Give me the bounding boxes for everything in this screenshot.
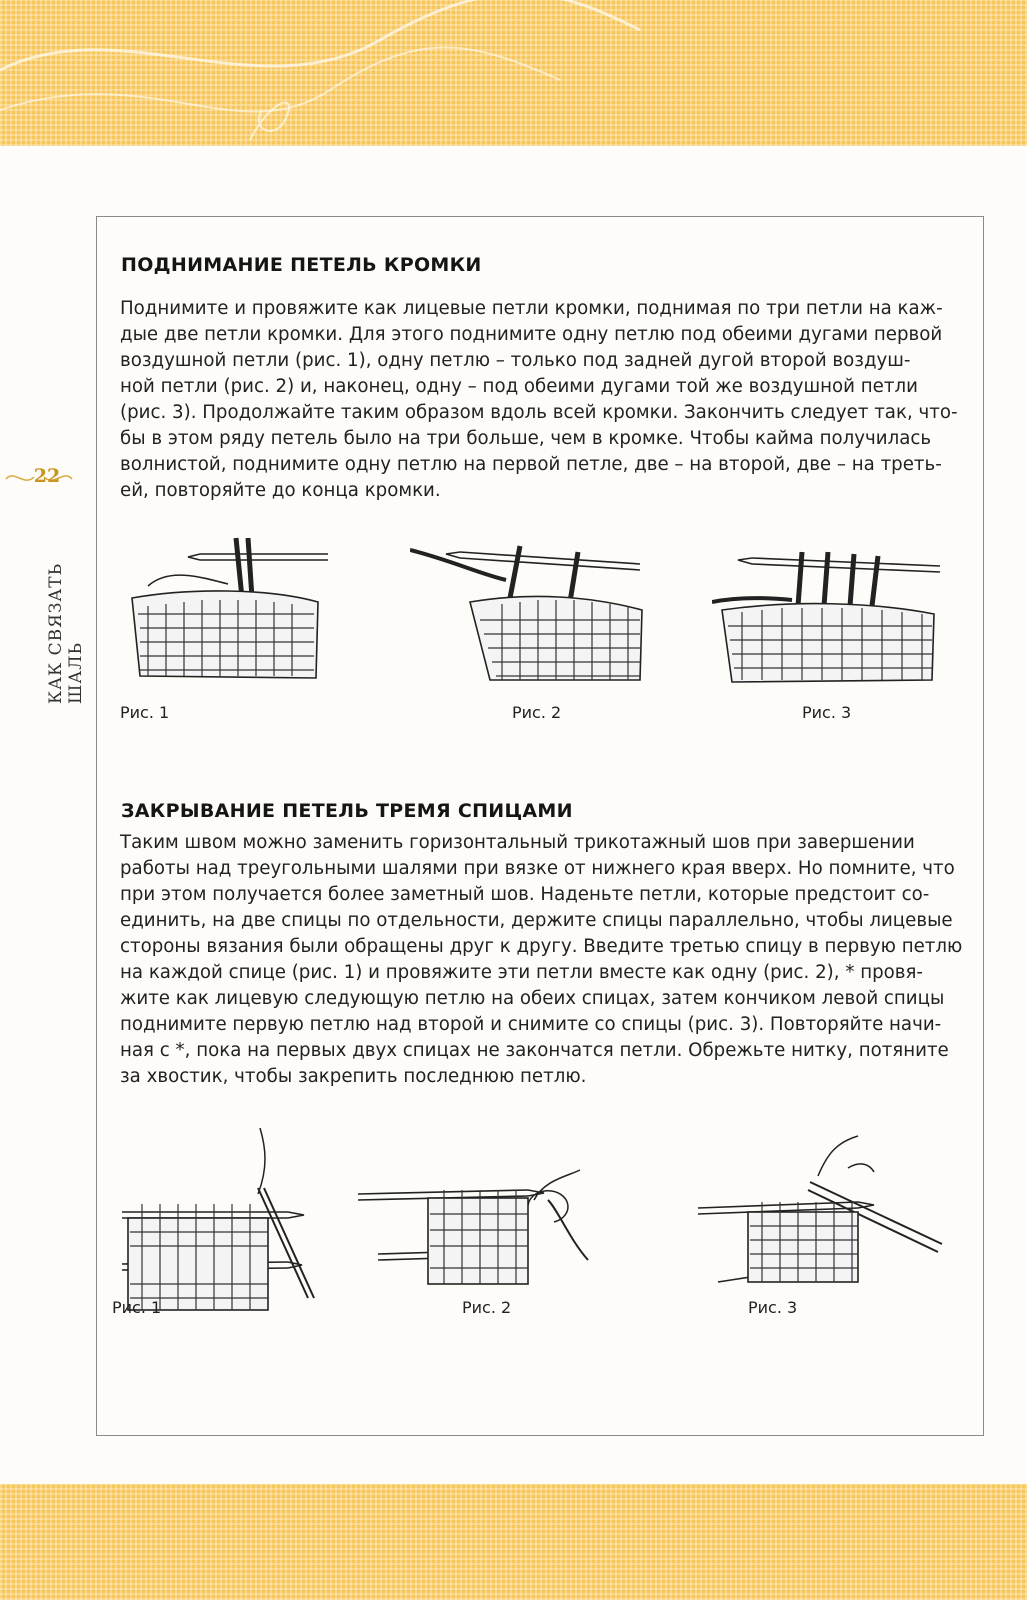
- section-heading: ЗАКРЫВАНИЕ ПЕТЕЛЬ ТРЕМЯ СПИЦАМИ: [121, 800, 573, 822]
- text-line: дые две петли кромки. Для этого поднимите одну петлю под обеими дугами первой: [120, 324, 943, 345]
- figure-caption: Рис. 3: [748, 1298, 798, 1317]
- text-line: при этом получается более заметный шов. Наденьте петли, которые предстоит со-: [120, 884, 930, 905]
- three-needle-bindoff-2-icon: [358, 1150, 598, 1300]
- section-paragraph: [120, 830, 970, 1090]
- figure-caption: Рис. 1: [120, 703, 170, 722]
- figure-caption: Рис. 2: [512, 703, 562, 722]
- section-paragraph: [120, 296, 970, 504]
- side-running-title: КАК СВЯЗАТЬ ШАЛЬ: [46, 562, 86, 704]
- text-line: ей, повторяйте до конца кромки.: [120, 480, 441, 501]
- text-line: единить, на две спицы по отдельности, держите спицы параллельно, чтобы лицевые: [120, 910, 953, 931]
- text-line: стороны вязания были обращены друг к другу. Введите третью спицу в первую петлю: [120, 936, 963, 957]
- text-line: Поднимите и провяжите как лицевые петли кромки, поднимая по три петли на каж-: [120, 298, 943, 319]
- knitting-edge-pickup-1-icon: [128, 528, 328, 698]
- figure-caption: Рис. 1: [112, 1298, 162, 1317]
- text-line: бы в этом ряду петель было на три больше, чем в кромке. Чтобы кайма получилась: [120, 428, 932, 449]
- figure-caption: Рис. 2: [462, 1298, 512, 1317]
- knitting-edge-pickup-3-icon: [712, 540, 952, 700]
- section-heading: ПОДНИМАНИЕ ПЕТЕЛЬ КРОМКИ: [121, 254, 482, 276]
- figure-caption: Рис. 3: [802, 703, 852, 722]
- top-decorative-band: [0, 0, 1027, 146]
- text-line: жите как лицевую следующую петлю на обеих спицах, затем кончиком левой спицы: [120, 988, 945, 1009]
- three-needle-bindoff-3-icon: [698, 1132, 948, 1302]
- bottom-decorative-band: [0, 1484, 1027, 1600]
- text-line: за хвостик, чтобы закрепить последнюю петлю.: [120, 1066, 587, 1087]
- text-line: поднимите первую петлю над второй и снимите со спицы (рис. 3). Повторяйте начи-: [120, 1014, 942, 1035]
- text-line: на каждой спице (рис. 1) и провяжите эти петли вместе как одну (рис. 2), * провя-: [120, 962, 923, 983]
- text-line: Таким швом можно заменить горизонтальный трикотажный шов при завершении: [120, 832, 915, 853]
- text-line: волнистой, поднимите одну петлю на первой петле, две – на второй, две – на треть-: [120, 454, 942, 475]
- page-number: 22: [33, 465, 61, 487]
- swirl-ornament-icon: [0, 0, 1027, 146]
- text-line: ной петли (рис. 2) и, наконец, одну – под обеими дугами той же воздушной петли: [120, 376, 918, 397]
- text-line: ная с *, пока на первых двух спицах не закончатся петли. Обрежьте нитку, потяните: [120, 1040, 949, 1061]
- knitting-edge-pickup-2-icon: [410, 530, 650, 700]
- text-line: (рис. 3). Продолжайте таким образом вдоль всей кромки. Закончить следует так, что-: [120, 402, 958, 423]
- text-line: воздушной петли (рис. 1), одну петлю – только под задней дугой второй воздуш-: [120, 350, 911, 371]
- three-needle-bindoff-1-icon: [118, 1128, 318, 1318]
- text-line: работы над треугольными шалями при вязке от нижнего края вверх. Но помните, что: [120, 858, 955, 879]
